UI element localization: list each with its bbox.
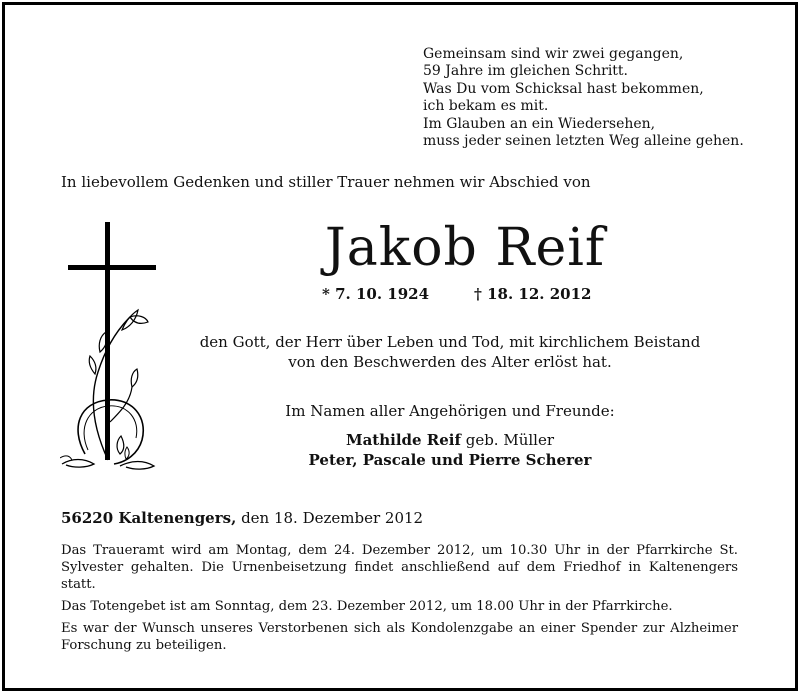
notice-paragraph: Das Traueramt wird am Montag, dem 24. Dezember 2012, um 10.30 Uhr in der Pfarrkirche St. Sylvester gehalten. Die Urnenbeisetzung findet anschließend auf dem Friedhof in Kaltenengers statt. [61, 543, 738, 592]
death-date: † 18. 12. 2012 [474, 285, 592, 303]
spouse-name: Mathilde Reif [345, 431, 461, 449]
poem-line: 59 Jahre im gleichen Schritt. [423, 63, 629, 80]
notice-paragraph: Es war der Wunsch unseres Verstorbenen sich als Kondolenzgabe an einer Spender zur Alzheimer Forschung zu beteiligen. [61, 621, 738, 653]
family-line-2: Peter, Pascale und Pierre Scherer [308, 451, 592, 469]
poem-line: Was Du vom Schicksal hast bekommen, [423, 80, 704, 97]
deceased-name: Jakob Reif [324, 218, 606, 278]
cross-with-vine-icon [60, 222, 160, 476]
intro-text: In liebevollem Gedenken und stiller Trauer nehmen wir Abschied von [61, 173, 591, 191]
place: 56220 Kaltenengers, [61, 509, 237, 527]
poem-line: muss jeder seinen letzten Weg alleine gehen. [423, 133, 744, 150]
poem-line: Gemeinsam sind wir zwei gegangen, [423, 46, 684, 62]
description [175, 332, 725, 372]
place-date [61, 509, 423, 527]
poem [423, 46, 763, 150]
family-line-1 [175, 430, 725, 450]
description-line: den Gott, der Herr über Leben und Tod, mit kirchlichem Beistand [199, 333, 701, 351]
description-line: von den Beschwerden des Alter erlöst hat. [288, 353, 612, 371]
behalf-line: Im Namen aller Angehörigen und Freunde: [285, 402, 615, 420]
date: den 18. Dezember 2012 [236, 509, 424, 527]
notice-paragraph: Das Totengebet ist am Sonntag, dem 23. Dezember 2012, um 18.00 Uhr in der Pfarrkirche. [61, 599, 673, 614]
poem-line: ich bekam es mit. [423, 98, 549, 115]
spouse-maiden-name: geb. Müller [460, 431, 554, 449]
family-names [175, 430, 725, 470]
poem-line: Im Glauben an ein Wiedersehen, [423, 115, 656, 132]
notices [61, 542, 738, 659]
birth-date: * 7. 10. 1924 [322, 285, 430, 303]
